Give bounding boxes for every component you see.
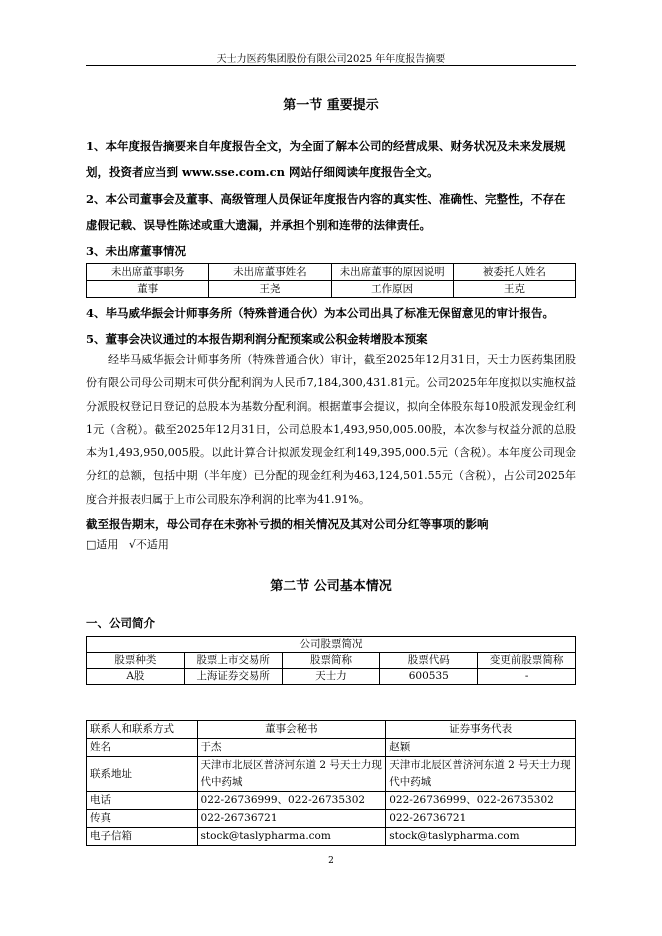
page-number: 2	[328, 856, 334, 866]
table-caption-row	[87, 637, 576, 653]
table-cell: 天津市北辰区普济河东道 2 号天士力现代中药城	[197, 757, 386, 792]
table-cell: 王尧	[209, 281, 331, 298]
table-header-cell: 股票上市交易所	[184, 653, 282, 669]
table-cell: 电子信箱	[87, 828, 198, 846]
table-cell: 赵颖	[386, 739, 576, 757]
table-caption: 公司股票简况	[87, 637, 576, 653]
contact-info-table	[86, 720, 576, 846]
table-row	[87, 792, 576, 810]
table-cell: 联系地址	[87, 757, 198, 792]
table-cell: 姓名	[87, 739, 198, 757]
table-header-cell: 股票代码	[380, 653, 478, 669]
table-cell: A股	[87, 669, 185, 685]
table-row	[87, 757, 576, 792]
section-2-title: 第二节 公司基本情况	[270, 579, 392, 594]
table-row	[87, 828, 576, 846]
table-cell: 董事	[87, 281, 209, 298]
table-cell: 天津市北辰区普济河东道 2 号天士力现代中药城	[386, 757, 576, 792]
absent-directors-table	[86, 263, 576, 298]
table-cell: -	[478, 669, 576, 685]
table-header-cell: 联系人和联系方式	[87, 721, 198, 739]
table-row	[87, 810, 576, 828]
table-cell: 于杰	[197, 739, 386, 757]
table-cell: 工作原因	[331, 281, 453, 298]
notice-item-3-title: 3、未出席董事情况	[86, 244, 187, 258]
checkbox-applicable: □适用	[86, 538, 119, 551]
uncovered-loss-title: 截至报告期末，母公司存在未弥补亏损的相关情况及其对公司分红等事项的影响	[86, 517, 489, 531]
notice-item-1-line-1: 1、本年度报告摘要来自年度报告全文，为全面了解本公司的经营成果、财务状况及未来发展规	[86, 139, 566, 153]
table-header-cell: 证券事务代表	[386, 721, 576, 739]
table-header-row	[87, 721, 576, 739]
table-header-cell: 被委托人姓名	[453, 264, 575, 281]
table-header-cell: 股票简称	[282, 653, 380, 669]
header-rule	[86, 65, 576, 66]
table-header-cell: 未出席董事的原因说明	[331, 264, 453, 281]
email-link: stock@taslypharma.com	[197, 828, 386, 846]
profit-distribution-text: 经毕马威华振会计师事务所（特殊普通合伙）审计，截至2025年12月31日，天士力医药集团股份有限公司母公司期末可供分配利润为人民币7,184,300,431.81元。公司2025年年度拟以实施权益分派股权登记日登记的总股本为基数分配利润。根据董事会提议，拟向全体股东每10股派发现金红利1元（含税）。截至2025年12月31日，公司总股本1,493,950,005.00股，本次参与权益分派的总股本为1,493,950,005股。以此计算合计拟派发现金红利149,395,000.5元（含税）。本年度公司现金分红的总额，包括中期（半年度）已分配的现金红利为463,124,501.55元（含税），占公司2025年度合并报表归属于上市公司股东净利润的比率为41.91%。	[86, 353, 576, 506]
notice-item-5-title: 5、董事会决议通过的本报告期利润分配预案或公积金转增股本预案	[86, 332, 428, 346]
table-header-cell: 未出席董事姓名	[209, 264, 331, 281]
table-cell: 电话	[87, 792, 198, 810]
table-header-row	[87, 264, 576, 281]
notice-item-1-line-2: 划，投资者应当到 www.sse.com.cn 网站仔细阅读年度报告全文。	[86, 165, 439, 179]
table-row	[87, 281, 576, 298]
checkbox-not-applicable: √不适用	[128, 538, 169, 551]
section-1-title: 第一节 重要提示	[283, 98, 379, 113]
notice-item-1	[86, 133, 576, 185]
notice-item-2-line-1: 2、本公司董事会及董事、高级管理人员保证年度报告内容的真实性、准确性、完整性，不存在	[86, 192, 566, 206]
table-cell: 022-26736999、022-26735302	[386, 792, 576, 810]
table-cell: 上海证券交易所	[184, 669, 282, 685]
table-header-cell: 董事会秘书	[197, 721, 386, 739]
table-cell: 传真	[87, 810, 198, 828]
table-cell: 天士力	[282, 669, 380, 685]
table-cell: 王克	[453, 281, 575, 298]
table-header-cell: 股票种类	[87, 653, 185, 669]
table-cell: 022-26736999、022-26735302	[197, 792, 386, 810]
table-cell: 022-26736721	[197, 810, 386, 828]
table-row	[87, 669, 576, 685]
notice-item-4: 4、毕马威华振会计师事务所（特殊普通合伙）为本公司出具了标准无保留意见的审计报告。	[86, 306, 554, 320]
table-header-cell: 变更前股票简称	[478, 653, 576, 669]
notice-item-2	[86, 186, 576, 238]
applicability-checkboxes	[86, 536, 169, 552]
table-row	[87, 739, 576, 757]
stock-info-table	[86, 636, 576, 685]
table-header-cell: 未出席董事职务	[87, 264, 209, 281]
table-cell: 600535	[380, 669, 478, 685]
notice-item-2-line-2: 虚假记载、误导性陈述或重大遗漏，并承担个别和连带的法律责任。	[86, 218, 431, 232]
company-profile-title: 一、公司简介	[86, 616, 155, 630]
table-header-row	[87, 653, 576, 669]
running-header: 天士力医药集团股份有限公司2025 年年度报告摘要	[216, 54, 446, 65]
table-cell: 022-26736721	[386, 810, 576, 828]
email-link: stock@taslypharma.com	[386, 828, 576, 846]
